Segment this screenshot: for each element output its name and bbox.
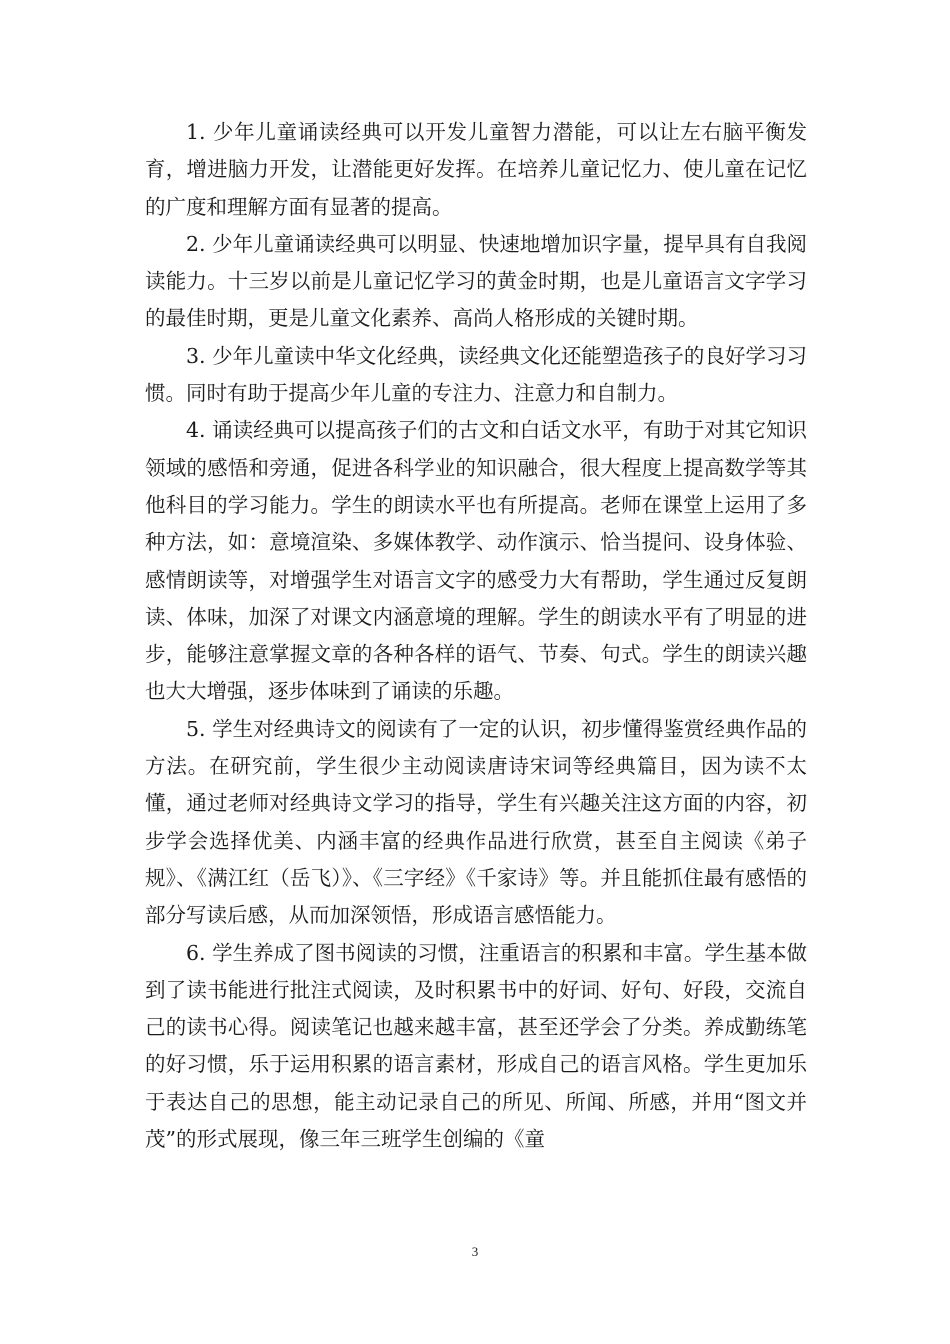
paragraph-1: 1. 少年儿童诵读经典可以开发儿童智力潜能，可以让左右脑平衡发育，增进脑力开发，让潜能更好发挥。在培养儿童记忆力、使儿童在记忆的广度和理解方面有显著的提高。: [145, 120, 807, 219]
paragraph-4: 4. 诵读经典可以提高孩子们的古文和白话文水平，有助于对其它知识领域的感悟和旁通，促进各科学业的知识融合，很大程度上提高数学等其他科目的学习能力。学生的朗读水平也有所提高。老师在课堂上运用了多种方法，如：意境渲染、多媒体教学、动作演示、恰当提问、设身体验、感情朗读等，对增强学生对语言文字的感受力大有帮助，学生通过反复朗读、体味，加深了对课文内涵意境的理解。学生的朗读水平有了明显的进步，能够注意掌握文章的各种各样的语气、节奏、句式。学生的朗读兴趣也大大增强，逐步体味到了诵读的乐趣。: [145, 418, 807, 704]
paragraph-6: 6. 学生养成了图书阅读的习惯，注重语言的积累和丰富。学生基本做到了读书能进行批注式阅读，及时积累书中的好词、好句、好段，交流自己的读书心得。阅读笔记也越来越丰富，甚至还学会了分类。养成勤练笔的好习惯，乐于运用积累的语言素材，形成自己的语言风格。学生更加乐于表达自己的思想，能主动记录自己的所见、所闻、所感，并用“图文并茂”的形式展现，像三年三班学生创编的《童: [145, 940, 807, 1152]
paragraph-3: 3. 少年儿童读中华文化经典，读经典文化还能塑造孩子的良好学习习惯。同时有助于提高少年儿童的专注力、注意力和自制力。: [145, 343, 807, 406]
paragraph-5: 5. 学生对经典诗文的阅读有了一定的认识，初步懂得鉴赏经典作品的方法。在研究前，学生很少主动阅读唐诗宋词等经典篇目，因为读不太懂，通过老师对经典诗文学习的指导，学生有兴趣关注这方面的内容，初步学会选择优美、内涵丰富的经典作品进行欣赏，甚至自主阅读《弟子规》、《满江红（岳飞）》、《三字经》《千家诗》等。并且能抓住最有感悟的部分写读后感，从而加深领悟，形成语言感悟能力。: [145, 716, 807, 928]
paragraph-2: 2. 少年儿童诵读经典可以明显、快速地增加识字量，提早具有自我阅读能力。十三岁以前是儿童记忆学习的黄金时期，也是儿童语言文字学习的最佳时期，更是儿童文化素养、高尚人格形成的关键时期。: [145, 231, 807, 331]
page-number: 3: [471, 1244, 479, 1259]
body-text: [145, 114, 807, 1158]
